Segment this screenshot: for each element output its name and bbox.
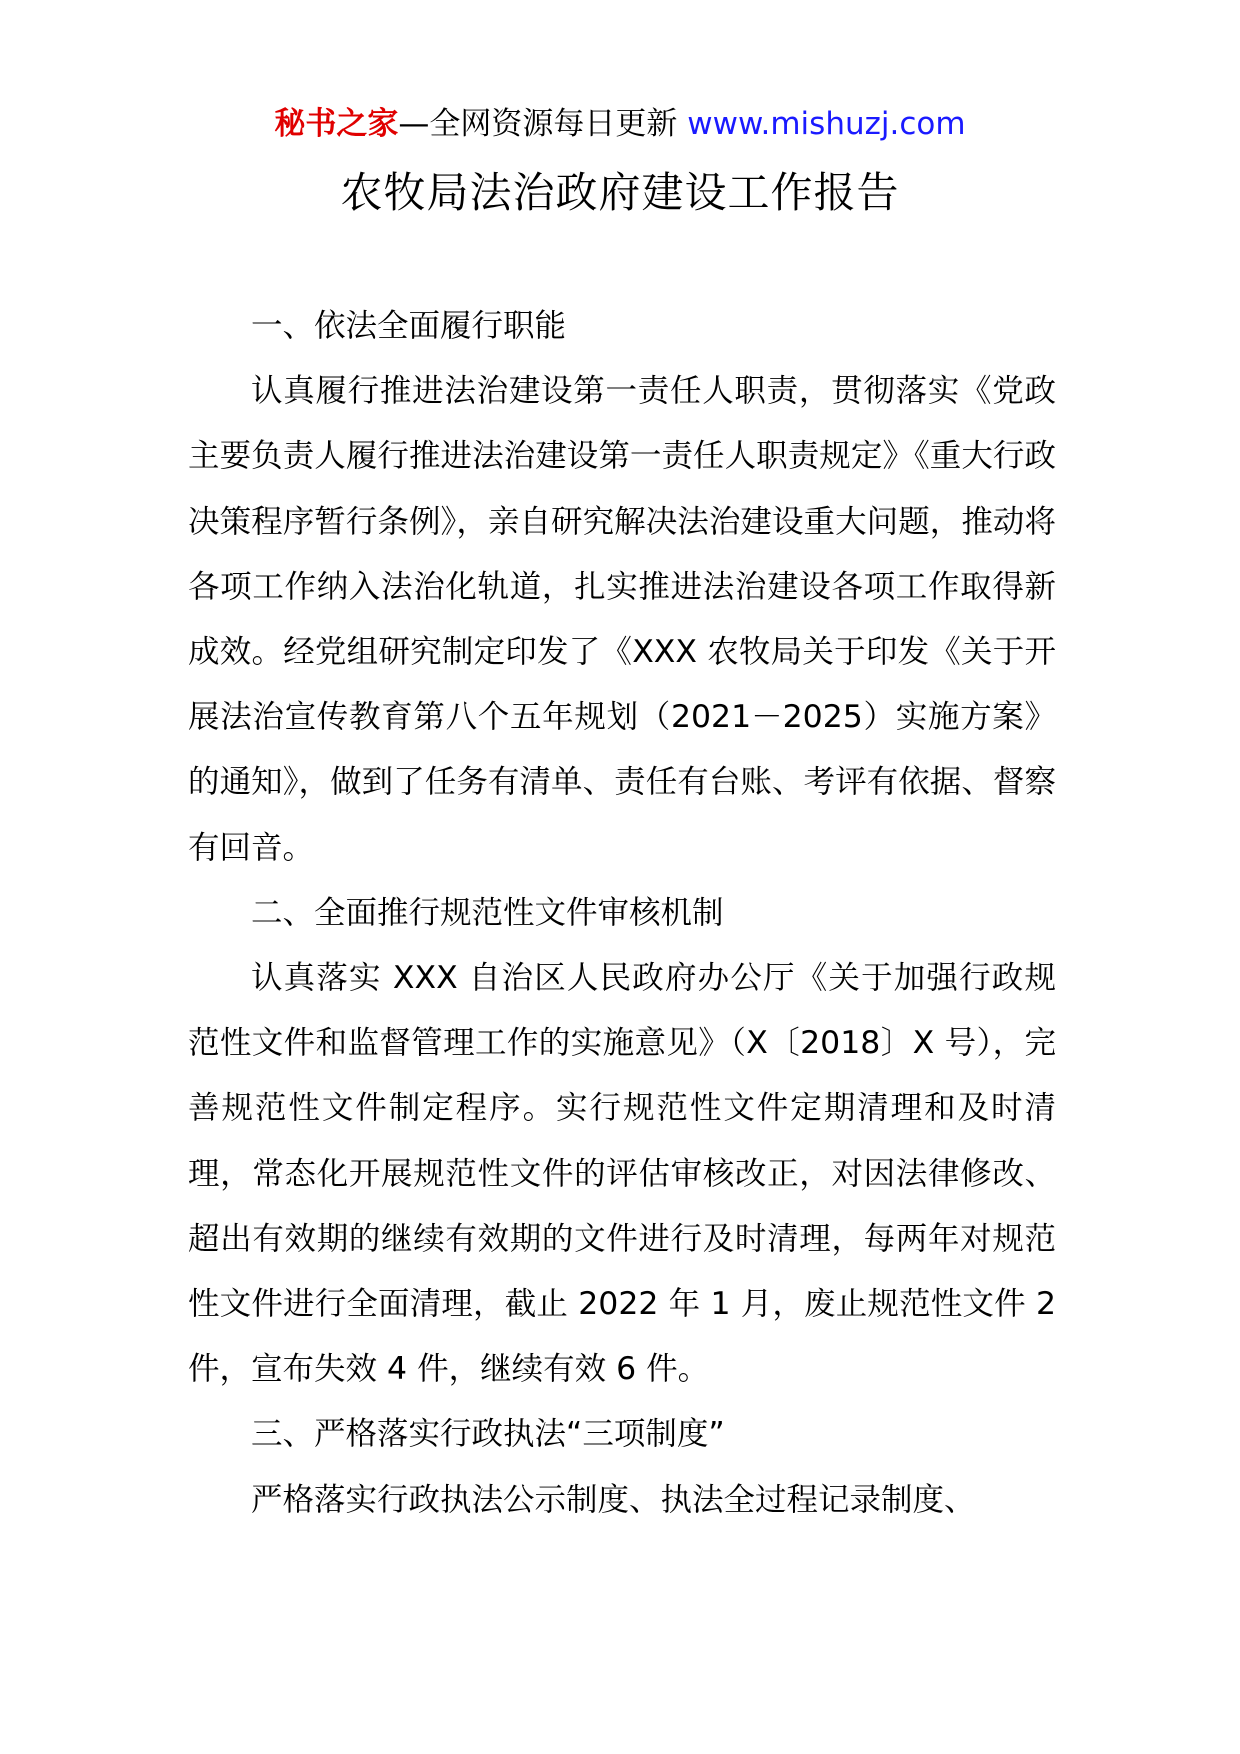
document-body [188,294,1056,1533]
section-heading-3: 三、严格落实行政执法“三项制度” [251,1416,725,1453]
section-heading-1: 一、依法全面履行职能 [251,308,567,344]
site-url: www.mishuzj.com [687,106,966,142]
header-tagline: —全网资源每日更新 [398,106,688,142]
document-title: 农牧局法治政府建设工作报告 [340,168,900,217]
section-heading-2: 二、全面推行规范性文件审核机制 [251,894,724,931]
brand-name: 秘书之家 [274,106,399,142]
body-paragraph-3: 严格落实行政执法公示制度、执法全过程记录制度、 [251,1481,976,1518]
body-paragraph-1: 认真履行推进法治建设第一责任人职责，贯彻落实《党政主要负责人履行推进法治建设第一责任人职责规定》《重大行政决策程序暂行条例》，亲自研究解决法治建设重大问题，推动将各项工作纳入法治化轨道，扎实推进法治建设各项工作取得新成效。经党组研究制定印发了《XXX 农牧局关于印发《关于开展法治宣传教育第八个五年规划（2021－2025）实施方案》的通知》，做到了任务有清单、责任有台账、考评有依据、督察有回音。 [188,373,1056,866]
site-header [0,100,1240,148]
body-paragraph-2: 认真落实 XXX 自治区人民政府办公厅《关于加强行政规范性文件和监督管理工作的实施意见》（X〔2018〕X 号），完善规范性文件制定程序。实行规范性文件定期清理和及时清理，常态化开展规范性文件的评估审核改正，对因法律修改、超出有效期的继续有效期的文件进行及时清理，每两年对规范性文件进行全面清理，截止 2022 年 1 月，废止规范性文件 2 件，宣布失效 4 件，继续有效 6 件。 [188,960,1056,1388]
